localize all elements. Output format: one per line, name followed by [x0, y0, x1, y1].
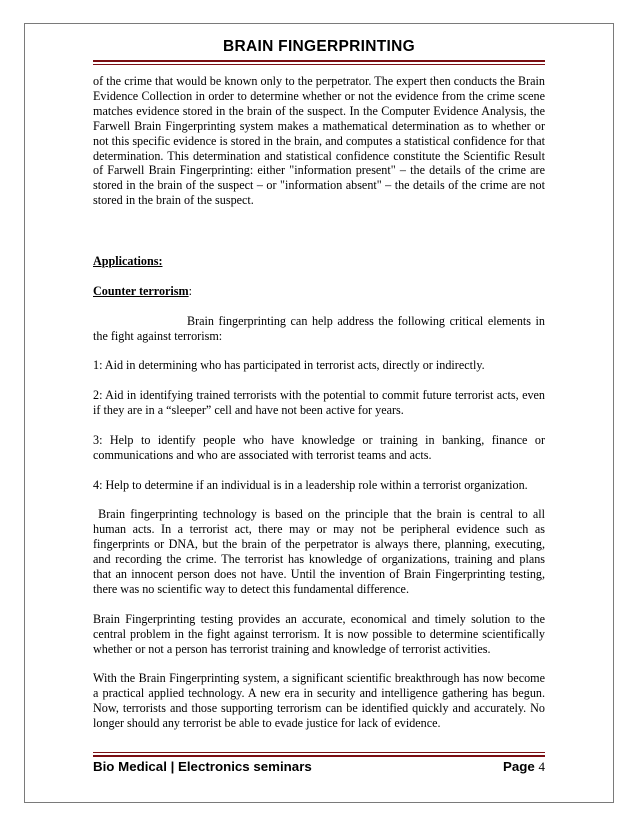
list-item: 1: Aid in determining who has participated in terrorist acts, directly or indirectly.	[93, 358, 485, 373]
header-rule-thick	[93, 60, 545, 62]
counter-terrorism-colon: :	[188, 283, 193, 298]
lead-paragraph: Brain fingerprinting can help address the following critical elements in the fight against terrorism:	[93, 313, 545, 343]
counter-terrorism-heading: Counter terrorism	[93, 283, 189, 298]
list-item: 3: Help to identify people who have knowledge or training in banking, finance or communications and who are associated with terrorist teams and acts.	[93, 432, 545, 462]
intro-paragraph: of the crime that would be known only to the perpetrator. The expert then conducts the Brain Evidence Collection in order to determine whether or not the evidence from the crime scene matches evidence stored in the brain of the suspect. In the Computer Evidence Analysis, the Farwell Brain Fingerprinting system makes a mathematical determination as to whether or not this specific evidence is stored in the brain, and computes a statistical confidence for that determination. This determination and statistical confidence constitute the Scientific Result of Farwell Brain Fingerprinting: either "information present" – the details of the crime are stored in the brain of the suspect – or "information absent" – the details of the crime are not stored in the brain of the suspect.	[93, 74, 545, 208]
footer-page-indicator	[503, 759, 545, 775]
page-number: 4	[538, 759, 545, 774]
body-paragraph: With the Brain Fingerprinting system, a significant scientific breakthrough has now become a practical applied technology. A new era in security and intelligence gathering has begun. Now, terrorists and those supporting terrorism can be identified quickly and accurately. No longer should any terrorist be able to evade justice for lack of evidence.	[93, 671, 545, 731]
footer-rule-thick	[93, 755, 545, 757]
page-header-title: BRAIN FINGERPRINTING	[223, 38, 415, 55]
page-label: Page	[503, 759, 535, 774]
list-item: 2: Aid in identifying trained terrorists with the potential to commit future terrorist acts, even if they are in a “sleeper” cell and have not been active for years.	[93, 388, 545, 418]
header-rule-thin	[93, 64, 545, 65]
footer-rule-thin	[93, 752, 545, 753]
body-paragraph: Brain Fingerprinting testing provides an accurate, economical and timely solution to the central problem in the fight against terrorism. It is now possible to determine scientifically whether or not a person has terrorist training and knowledge of terrorist activities.	[93, 611, 545, 656]
list-item: 4: Help to determine if an individual is in a leadership role within a terrorist organization.	[93, 477, 528, 492]
applications-heading: Applications:	[93, 254, 163, 269]
body-paragraph: Brain fingerprinting technology is based on the principle that the brain is central to all human acts. In a terrorist act, there may or may not be peripheral evidence such as fingerprints or DNA, but the brain of the perpetrator is always there, planning, executing, and recording the crime. The terrorist has knowledge of organizations, training and plans that an innocent person does not have. Until the invention of Brain Fingerprinting testing, there was no scientific way to detect this fundamental difference.	[93, 507, 549, 596]
document-body	[93, 74, 549, 731]
footer-seminar-label: Bio Medical | Electronics seminars	[93, 759, 312, 774]
